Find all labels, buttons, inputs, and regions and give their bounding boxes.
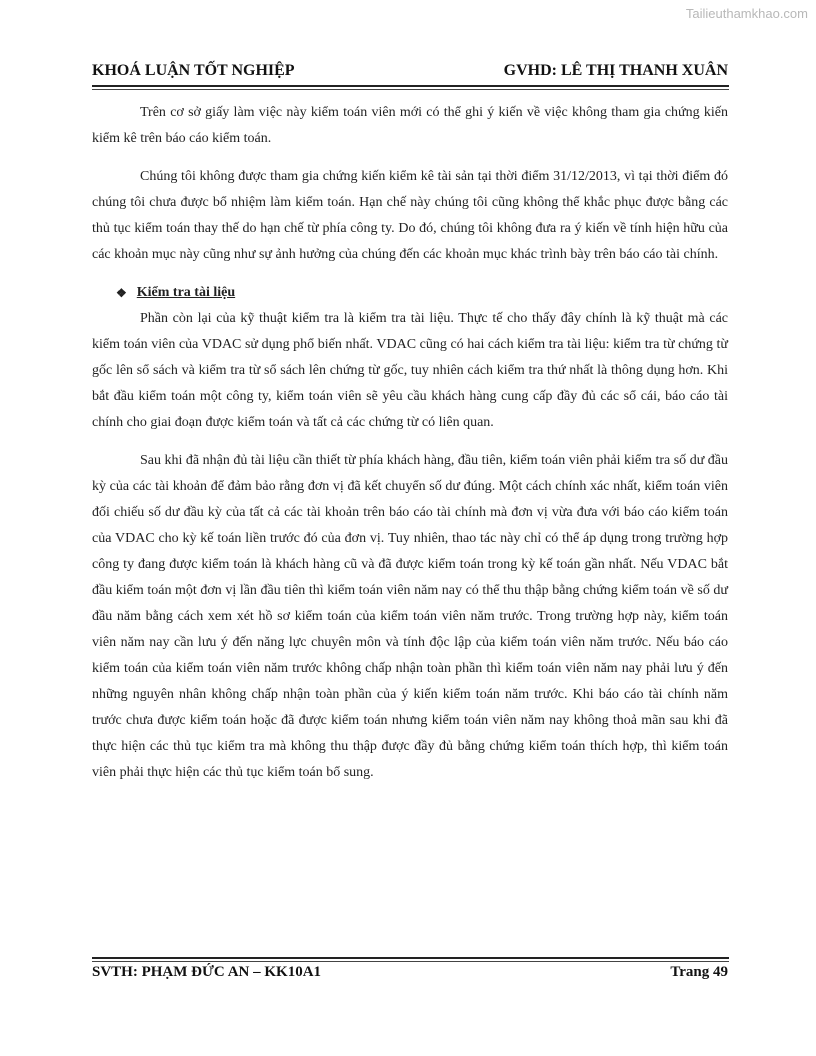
section-heading xyxy=(116,280,728,306)
footer-student: SVTH: PHẠM ĐỨC AN – KK10A1 xyxy=(92,964,322,980)
paragraph: Sau khi đã nhận đủ tài liệu cần thiết từ phía khách hàng, đầu tiên, kiểm toán viên phải kiểm tra số dư đầu kỳ của các tài khoản để đảm bảo rằng đơn vị đã kết chuyển số dư đúng. Một cách chính xác nhất, kiểm toán viên đối chiếu số dư đầu kỳ của tất cả các tài khoản trên báo cáo tài chính mà đơn vị vừa đưa với báo cáo kiểm toán của VDAC cho kỳ kế toán liền trước đó của đơn vị. Tuy nhiên, thao tác này chỉ có thể áp dụng trong trường hợp công ty đang được kiểm toán là khách hàng cũ và đã được kiểm toán trong kỳ kế toán gần nhất. Nếu VDAC bắt đầu kiểm toán một đơn vị lần đầu tiên thì kiểm toán viên năm nay có thể thu thập bằng chứng kiểm toán về số dư đầu năm bằng cách xem xét hồ sơ kiểm toán của kiểm toán viên năm trước. Trong trường hợp này, kiểm toán viên năm nay cần lưu ý đến năng lực chuyên môn và tính độc lập của kiểm toán viên năm trước. Nếu báo cáo kiểm toán của kiểm toán viên năm trước không chấp nhận toàn phần thì kiểm toán viên năm nay phải lưu ý đến những nguyên nhân không chấp nhận toàn phần của ý kiến kiểm toán năm trước. Khi báo cáo tài chính năm trước chưa được kiểm toán hoặc đã được kiểm toán nhưng kiểm toán viên năm nay không thoả mãn sau khi đã thực hiện các thủ tục kiểm tra mà không thu thập được đầy đủ bằng chứng kiểm toán thích hợp, thì kiểm toán viên phải thực hiện các thủ tục kiểm toán bổ sung. xyxy=(92,453,728,780)
page-footer xyxy=(92,964,728,981)
header-rule-thin xyxy=(92,89,729,90)
section-title: Kiểm tra tài liệu xyxy=(136,285,236,300)
footer-rule xyxy=(92,957,729,959)
watermark: Tailieuthamkhao.com xyxy=(685,6,808,21)
page-number: Trang 49 xyxy=(670,964,728,980)
paragraph: Trên cơ sở giấy làm việc này kiểm toán viên mới có thể ghi ý kiến về việc không tham gia chứng kiến kiểm kê trên báo cáo kiểm toán. xyxy=(92,105,728,146)
footer-rule-thin xyxy=(92,961,729,962)
page-header xyxy=(92,62,728,80)
diamond-bullet-icon: ❖ xyxy=(116,286,127,300)
header-supervisor: GVHD: LÊ THỊ THANH XUÂN xyxy=(503,62,728,79)
document-body xyxy=(92,100,728,786)
header-thesis-title: KHOÁ LUẬN TỐT NGHIỆP xyxy=(92,62,295,79)
paragraph: Phần còn lại của kỹ thuật kiểm tra là kiểm tra tài liệu. Thực tế cho thấy đây chính là kỹ thuật mà các kiểm toán viên của VDAC sử dụng phổ biến nhất. VDAC cũng có hai cách kiểm tra tài liệu: kiểm tra từ chứng từ gốc lên sổ sách và kiểm tra từ sổ sách lên chứng từ gốc, tuy nhiên cách kiểm tra thứ nhất là thông dụng hơn. Khi bắt đầu kiểm toán một công ty, kiểm toán viên sẽ yêu cầu khách hàng cung cấp đầy đủ các sổ cái, báo cáo tài chính cho giai đoạn được kiểm toán và tất cả các chứng từ có liên quan. xyxy=(92,311,728,430)
header-rule xyxy=(92,85,729,87)
paragraph: Chúng tôi không được tham gia chứng kiến kiểm kê tài sản tại thời điểm 31/12/2013, vì tại thời điểm đó chúng tôi chưa được bổ nhiệm làm kiểm toán. Hạn chế này chúng tôi cũng không thể khắc phục được bằng các thủ tục kiểm toán thay thế do hạn chế từ phía công ty. Do đó, chúng tôi không đưa ra ý kiến về tính hiện hữu của các khoản mục này cũng như sự ảnh hưởng của chúng đến các khoản mục khác trình bày trên báo cáo tài chính. xyxy=(92,169,728,262)
